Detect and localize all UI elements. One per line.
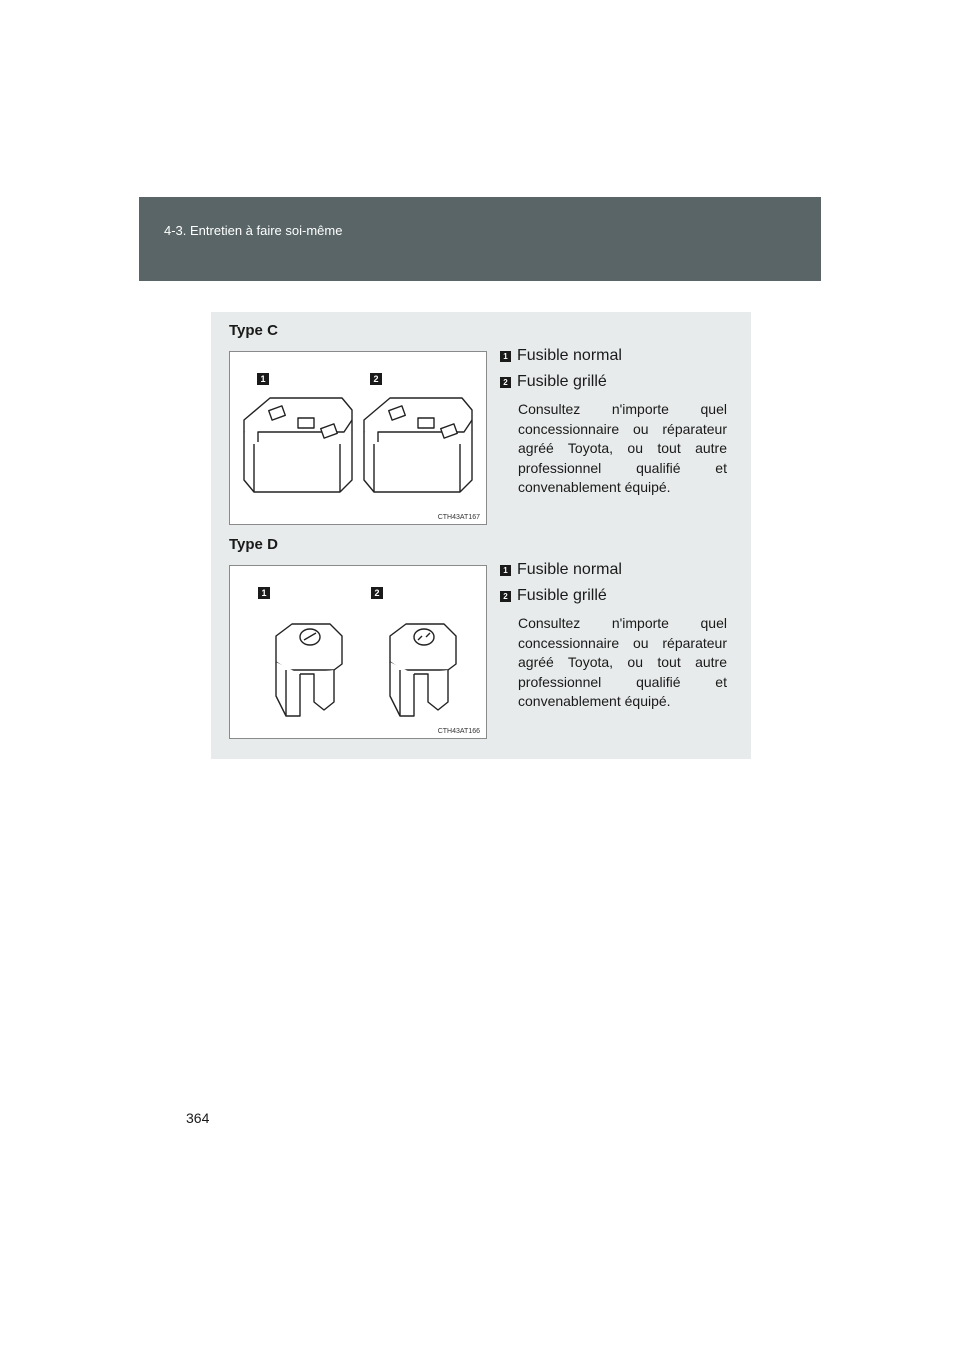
legend-list-type-d: [500, 560, 727, 712]
legend-label: Fusible normal: [517, 561, 622, 578]
blade-fuse-illustration: [230, 566, 486, 738]
figure-callout-1: 1: [257, 373, 269, 385]
section-title-type-c: Type C: [229, 322, 278, 339]
figure-code: CTH43AT167: [437, 514, 480, 521]
info-panel: [211, 312, 751, 759]
chapter-section-title: 4-3. Entretien à faire soi-même: [164, 223, 343, 238]
legend-label: Fusible normal: [517, 347, 622, 364]
number-badge-1: 1: [500, 351, 511, 362]
section-title-type-d: Type D: [229, 536, 278, 553]
legend-item-normal: [500, 560, 727, 586]
page-number: 364: [186, 1110, 210, 1126]
cartridge-fuse-illustration: [230, 352, 486, 524]
number-badge-2: 2: [500, 377, 511, 388]
number-badge-1: 1: [500, 565, 511, 576]
legend-list-type-c: [500, 346, 727, 498]
legend-label: Fusible grillé: [517, 373, 607, 390]
figure-type-c: [229, 351, 487, 525]
legend-label: Fusible grillé: [517, 587, 607, 604]
figure-callout-2: 2: [371, 587, 383, 599]
figure-callout-2: 2: [370, 373, 382, 385]
chapter-header-bar: [139, 197, 821, 281]
figure-callout-1: 1: [258, 587, 270, 599]
figure-type-d: [229, 565, 487, 739]
description-text: Consultez n'importe quel concessionnaire ou réparateur agréé Toyota, ou tout autre professionnel qualifié et convenablement équipé.: [518, 401, 727, 495]
description-text: Consultez n'importe quel concessionnaire ou réparateur agréé Toyota, ou tout autre professionnel qualifié et convenablement équipé.: [518, 615, 727, 709]
legend-item-blown: [500, 372, 727, 398]
legend-item-normal: [500, 346, 727, 372]
number-badge-2: 2: [500, 591, 511, 602]
figure-code: CTH43AT166: [437, 728, 480, 735]
legend-item-blown: [500, 586, 727, 612]
